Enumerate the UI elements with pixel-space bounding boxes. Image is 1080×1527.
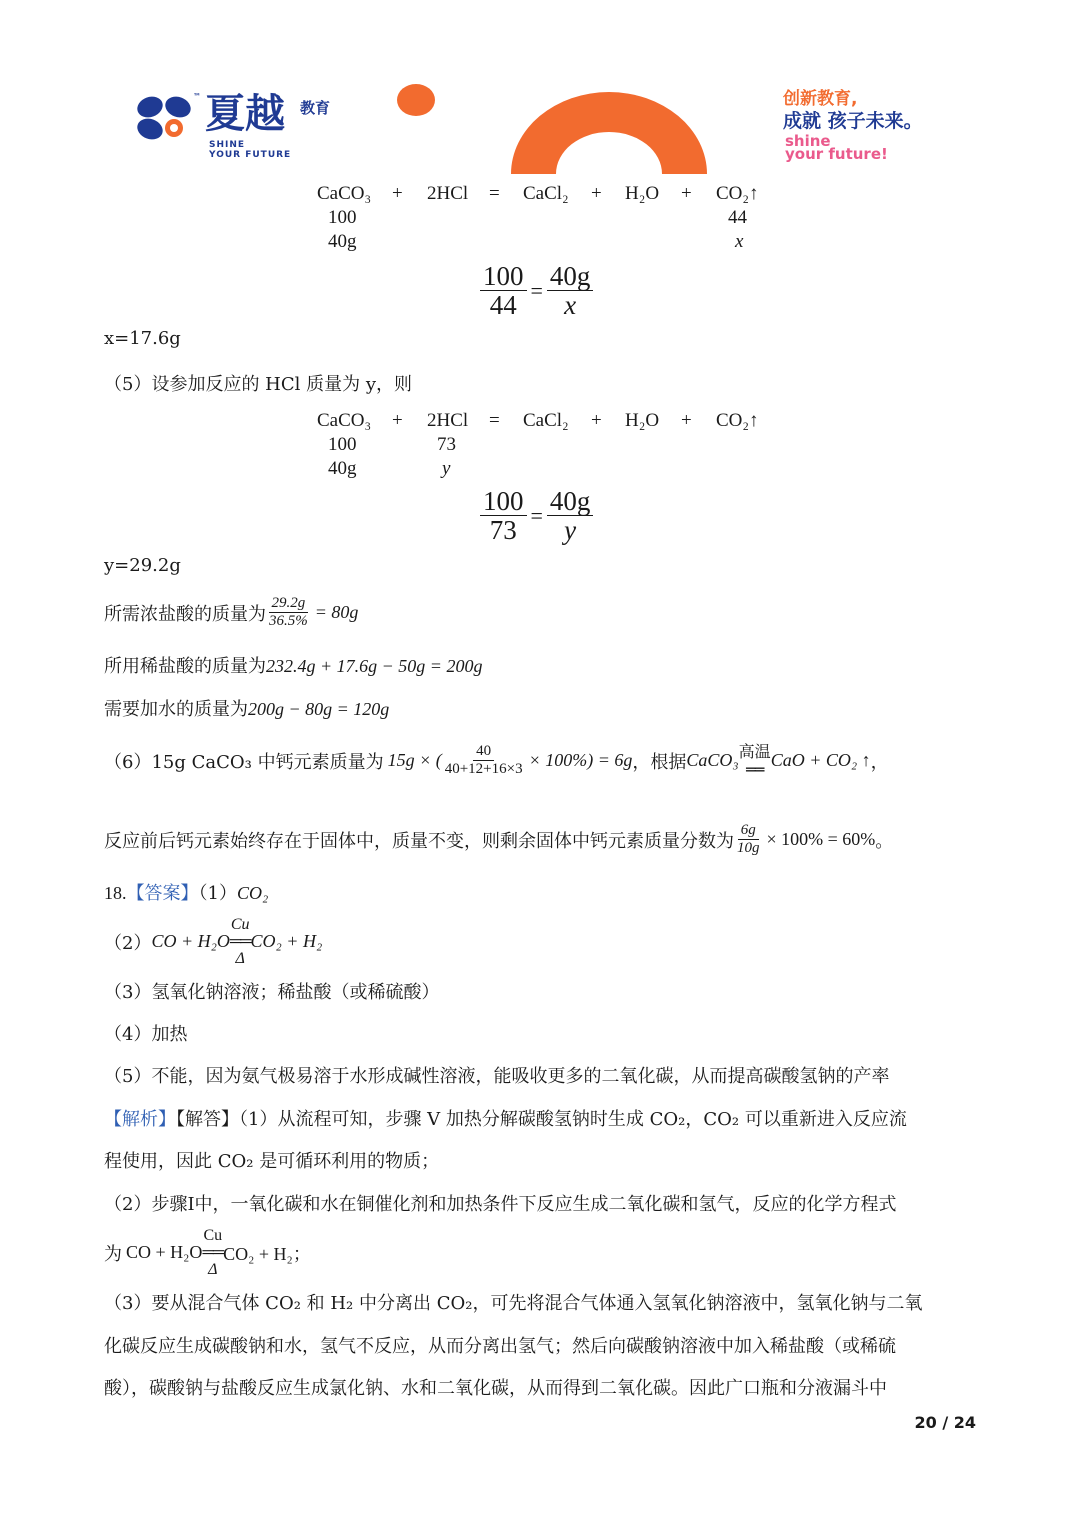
eq2-h2o: H₂O (625, 410, 660, 431)
analysis-line-4 (104, 1227, 311, 1278)
q6-math-1: 15g × ( (387, 750, 442, 770)
frac2-right-num: 40g (547, 487, 594, 516)
answer-tag: 【答案】 (126, 883, 199, 904)
eq2-co2: CO₂↑ (716, 410, 759, 431)
answer-18-p2-condition: Cu ══ Δ (229, 916, 251, 967)
sun-dot-icon (396, 82, 436, 118)
eq2-given-caco3: 40g (328, 458, 357, 479)
eq2-mass-caco3: 100 (328, 434, 357, 455)
brand-sub-future: YOUR FUTURE (209, 150, 292, 160)
q6-line2-end: 。 (875, 830, 894, 852)
eq1-cacl2: CaCl₂ (523, 183, 569, 204)
question-6-line-1 (104, 743, 889, 778)
frac2-left-num: 100 (480, 487, 527, 516)
q6-line2-rest: × 100% = 60% (766, 829, 876, 849)
q6-products: CaO + CO₂ ↑ (770, 750, 871, 770)
answer-18-p2-left: CO + H₂O (151, 931, 230, 951)
answer-18-part-5: （5）不能，因为氨气极易溶于水形成碱性溶液，能吸收更多的二氧化碳，从而提高碳酸氢钠的产率 (104, 1066, 890, 1087)
q6-math-2: × 100%) = 6g (528, 750, 633, 770)
conc-acid-line (104, 595, 358, 630)
analysis-line-6: 化碳反应生成碳酸钠和水，氢气不反应，从而分离出氢气；然后向碳酸钠溶液中加入稀盐酸（或稀硫 (104, 1336, 896, 1357)
eq2-caco3: CaCO₃ (317, 410, 372, 431)
answer-18-p2-top: Cu (230, 916, 250, 933)
analysis-4-left: CO + H₂O (126, 1242, 203, 1262)
q6-line2-num: 6g (738, 822, 759, 840)
arch-decoration-icon (510, 92, 708, 174)
analysis-4-top: Cu (203, 1227, 223, 1244)
q6-line2-den: 10g (737, 840, 760, 856)
dilute-prefix: 所用稀盐酸的质量为 (104, 656, 266, 677)
dilute-acid-line (104, 652, 482, 678)
conc-den: 36.5% (269, 613, 308, 629)
analysis-4-condition: Cu ══ Δ (202, 1227, 224, 1278)
eq1-plus: + (681, 183, 692, 204)
frac1-right-den: x (564, 290, 577, 320)
water-prefix: 需要加水的质量为 (104, 699, 248, 720)
water-line (104, 695, 389, 721)
eq2-mass-hcl: 73 (437, 434, 456, 455)
answer-18-p2-right: CO₂ + H₂ (250, 931, 323, 951)
page-number: 20 / 24 (914, 1413, 976, 1432)
answer-18-p2-label: （2） (104, 932, 152, 954)
eq1-plus: + (591, 183, 602, 204)
analysis-line-2: 程使用，因此 CO₂ 是可循环利用的物质； (104, 1151, 440, 1172)
eq1-equals: = (489, 183, 500, 204)
analysis-line-5: （3）要从混合气体 CO₂ 和 H₂ 中分离出 CO₂，可先将混合气体通入氢氧化钠溶液中，氢氧化钠与二氧 (104, 1293, 923, 1314)
brand-name: 夏越 (205, 91, 285, 137)
result-y: y=29.2g (104, 555, 181, 576)
answer-18-p1-label: （1） (198, 883, 237, 904)
brand-sub-shine: SHINE (209, 140, 246, 150)
proportion-2 (480, 487, 593, 544)
frac2-right-den: y (564, 515, 577, 545)
frac1-equals: = (530, 277, 543, 303)
eq2-cacl2: CaCl₂ (523, 410, 569, 431)
equation-block-2 (0, 409, 1080, 481)
answer-18-part-1 (104, 879, 268, 905)
eq1-co2: CO₂↑ (716, 183, 759, 204)
eq2-equals: = (489, 410, 500, 431)
analysis-line-3: （2）步骤I中，一氧化碳和水在铜催化剂和加热条件下反应生成二氧化碳和氢气，反应的化学方程式 (104, 1194, 897, 1215)
analysis-line-7: 酸），碳酸钠与盐酸反应生成氯化钠、水和二氧化碳，从而得到二氧化碳。因此广口瓶和分液漏斗中 (104, 1378, 887, 1399)
q6-frac-den: 40+12+16×3 (444, 761, 523, 777)
water-math: 200g − 80g = 120g (248, 699, 390, 719)
result-x: x=17.6g (104, 328, 181, 349)
slogan-line-2: 成就 孩子未来。 (783, 110, 923, 132)
q6-condition-top: 高温 (738, 743, 771, 761)
analysis-4-right: CO₂ + H₂； (223, 1243, 311, 1264)
frac1-left-num: 100 (480, 262, 527, 291)
eq1-mass-co2: 44 (728, 207, 747, 228)
eq1-unknown-co2: x (735, 231, 744, 252)
q6-reactant: CaCO₃ (686, 750, 739, 770)
question-5-text: （5）设参加反应的 HCl 质量为 y，则 (104, 374, 413, 395)
eq2-plus: + (591, 410, 602, 431)
eq1-mass-caco3: 100 (328, 207, 357, 228)
answer-18-number: 18. (104, 883, 127, 903)
q6-mid: ，根据 (632, 751, 687, 773)
frac2-equals: = (530, 502, 543, 528)
slogan-line-1: 创新教育, (783, 89, 858, 109)
frac1-right-num: 40g (547, 262, 594, 291)
dilute-math: 232.4g + 17.6g − 50g = 200g (266, 656, 483, 676)
eq1-hcl: 2HCl (427, 183, 469, 204)
eq2-plus: + (392, 410, 403, 431)
q6-line2-prefix: 反应前后钙元素始终存在于固体中，质量不变，则剩余固体中钙元素质量分数为 (104, 830, 734, 852)
eq1-plus: + (392, 183, 403, 204)
brand-logo-icon (134, 94, 194, 142)
q6-prefix: （6）15g CaCO₃ 中钙元素质量为 (104, 751, 384, 773)
solution-tag: 【解答】 (176, 1109, 239, 1130)
conc-rest: = 80g (314, 602, 359, 622)
brand-suffix: 教育 (300, 99, 331, 117)
answer-18-part-2 (104, 916, 322, 967)
answer-18-part-4: （4）加热 (104, 1024, 188, 1045)
conc-prefix: 所需浓盐酸的质量为 (104, 603, 266, 625)
analysis-4-prefix: 为 (104, 1243, 122, 1265)
q6-end: ， (870, 751, 889, 773)
q6-condition: 高温 ══ (738, 743, 771, 779)
analysis-text-1: （1）从流程可知，步骤 V 加热分解碳酸氢钠时生成 CO₂，CO₂ 可以重新进入反应流 (239, 1109, 907, 1130)
analysis-line-1 (104, 1105, 907, 1131)
answer-18-part-3: （3）氢氧化钠溶液；稀盐酸（或稀硫酸） (104, 982, 440, 1003)
eq2-unknown-hcl: y (442, 458, 451, 479)
analysis-tag: 【解析】 (104, 1109, 176, 1130)
equation-block-1 (0, 182, 1080, 254)
analysis-4-bot: Δ (208, 1261, 218, 1278)
conc-num: 29.2g (269, 595, 309, 613)
question-6-line-2 (104, 822, 893, 857)
eq2-hcl: 2HCl (427, 410, 469, 431)
frac2-left-den: 73 (489, 515, 517, 545)
eq1-given-caco3: 40g (328, 231, 357, 252)
eq1-h2o: H₂O (625, 183, 660, 204)
frac1-left-den: 44 (489, 290, 517, 320)
proportion-1 (480, 262, 593, 319)
slogan-line-3: shine (785, 132, 831, 150)
answer-18-p1-value: CO₂ (236, 883, 269, 903)
q6-frac-num: 40 (473, 743, 494, 761)
brand-trademark: ™ (193, 92, 201, 101)
answer-18-p2-bot: Δ (235, 950, 245, 967)
slogan-line-4: your future! (785, 145, 888, 163)
eq1-caco3: CaCO₃ (317, 183, 372, 204)
eq2-plus: + (681, 410, 692, 431)
